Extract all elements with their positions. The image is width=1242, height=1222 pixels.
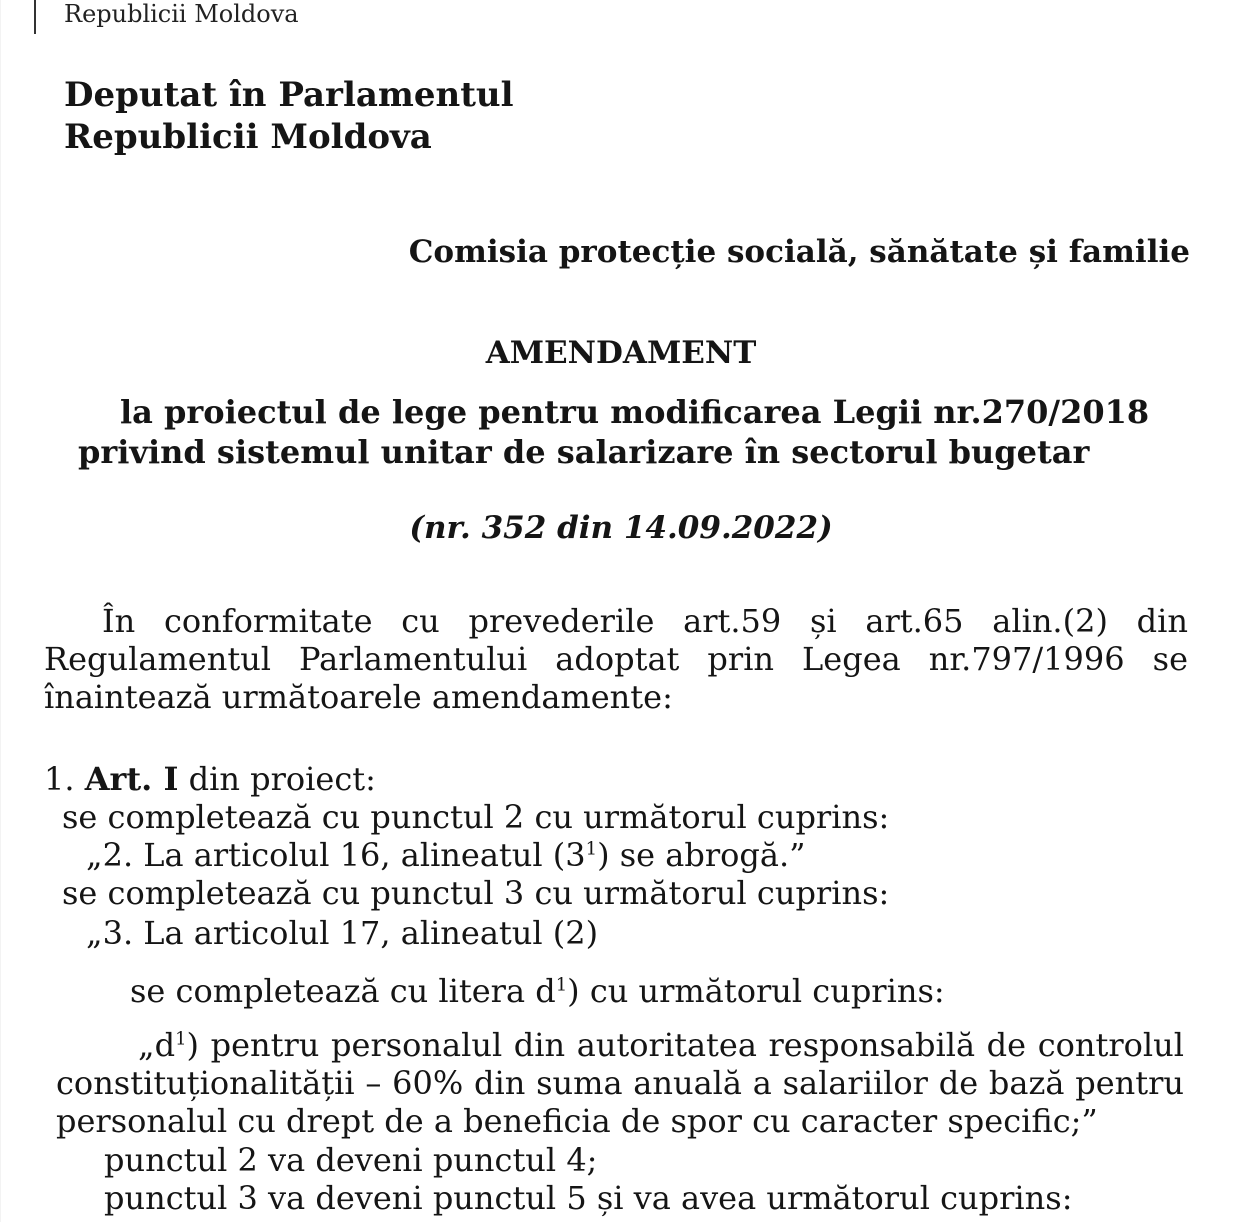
subject-block: [0, 392, 1242, 472]
addressee: Comisia protecție socială, sănătate și familie: [408, 234, 1190, 270]
reference-number: (nr. 352 din 14.09.2022): [409, 510, 833, 546]
subject-line-2: privind sistemul unitar de salarizare în sectorul bugetar: [78, 433, 1090, 471]
item-1-line-6: punctul 2 va deveni punctul 4;: [104, 1141, 598, 1179]
item-1-line-5-pre: se completează cu litera d: [130, 972, 556, 1010]
item-1-line-2-pre: „2. La articolul 16, alineatul (3: [86, 836, 586, 874]
issuer-line-2: Republicii Moldova: [64, 117, 432, 157]
header-fragment: Republicii Moldova: [64, 0, 299, 28]
item-1-rest: din proiect:: [178, 760, 376, 798]
item-1-number: 1.: [44, 760, 75, 798]
item-1-line-5-sup: 1: [555, 974, 568, 996]
item-1-line-2: [86, 836, 806, 874]
issuer-block: [64, 74, 514, 158]
item-1-line-2-post: ) se abrogă.”: [597, 836, 806, 874]
item-1-line-5-post: ) cu următorul cuprins:: [567, 972, 945, 1010]
document-title: AMENDAMENT: [485, 335, 757, 371]
item-1-line-1: se completează cu punctul 2 cu următorul cuprins:: [62, 798, 890, 836]
item-1-art: Art. I: [84, 760, 179, 798]
quote-pre: „d: [138, 1026, 176, 1064]
item-1-heading: [44, 760, 376, 798]
item-1-line-3: se completează cu punctul 3 cu următorul cuprins:: [62, 874, 890, 912]
page-edge: [0, 0, 1, 1222]
crop-margin-line: [34, 0, 36, 34]
item-1-line-4: „3. La articolul 17, alineatul (2): [86, 914, 599, 952]
intro-text: În conformitate cu prevederile art.59 și art.65 alin.(2) din Regulamentul Parlamentului adoptat prin Legea nr.797/1996 se înaintează următoarele amendamente:: [44, 602, 1188, 716]
issuer-line-1: Deputat în Parlamentul: [64, 75, 514, 115]
quote-post: ) pentru personalul din autoritatea responsabilă de controlul constituționalității – 60% din suma anuală a salariilor de bază pentru personalul cu drept de a beneficia de spor cu caracter specific;”: [56, 1026, 1184, 1140]
intro-paragraph: [44, 602, 1188, 716]
quoted-provision: [56, 1026, 1184, 1140]
item-1-line-2-sup: 1: [585, 838, 598, 860]
quote-sup: 1: [175, 1028, 187, 1050]
subject-line-1: la proiectul de lege pentru modificarea Legii nr.270/2018: [120, 393, 1150, 431]
quoted-provision-text: [56, 1026, 1184, 1140]
item-1-line-5: [130, 972, 945, 1010]
item-1-line-7: punctul 3 va deveni punctul 5 și va avea următorul cuprins:: [104, 1179, 1073, 1217]
